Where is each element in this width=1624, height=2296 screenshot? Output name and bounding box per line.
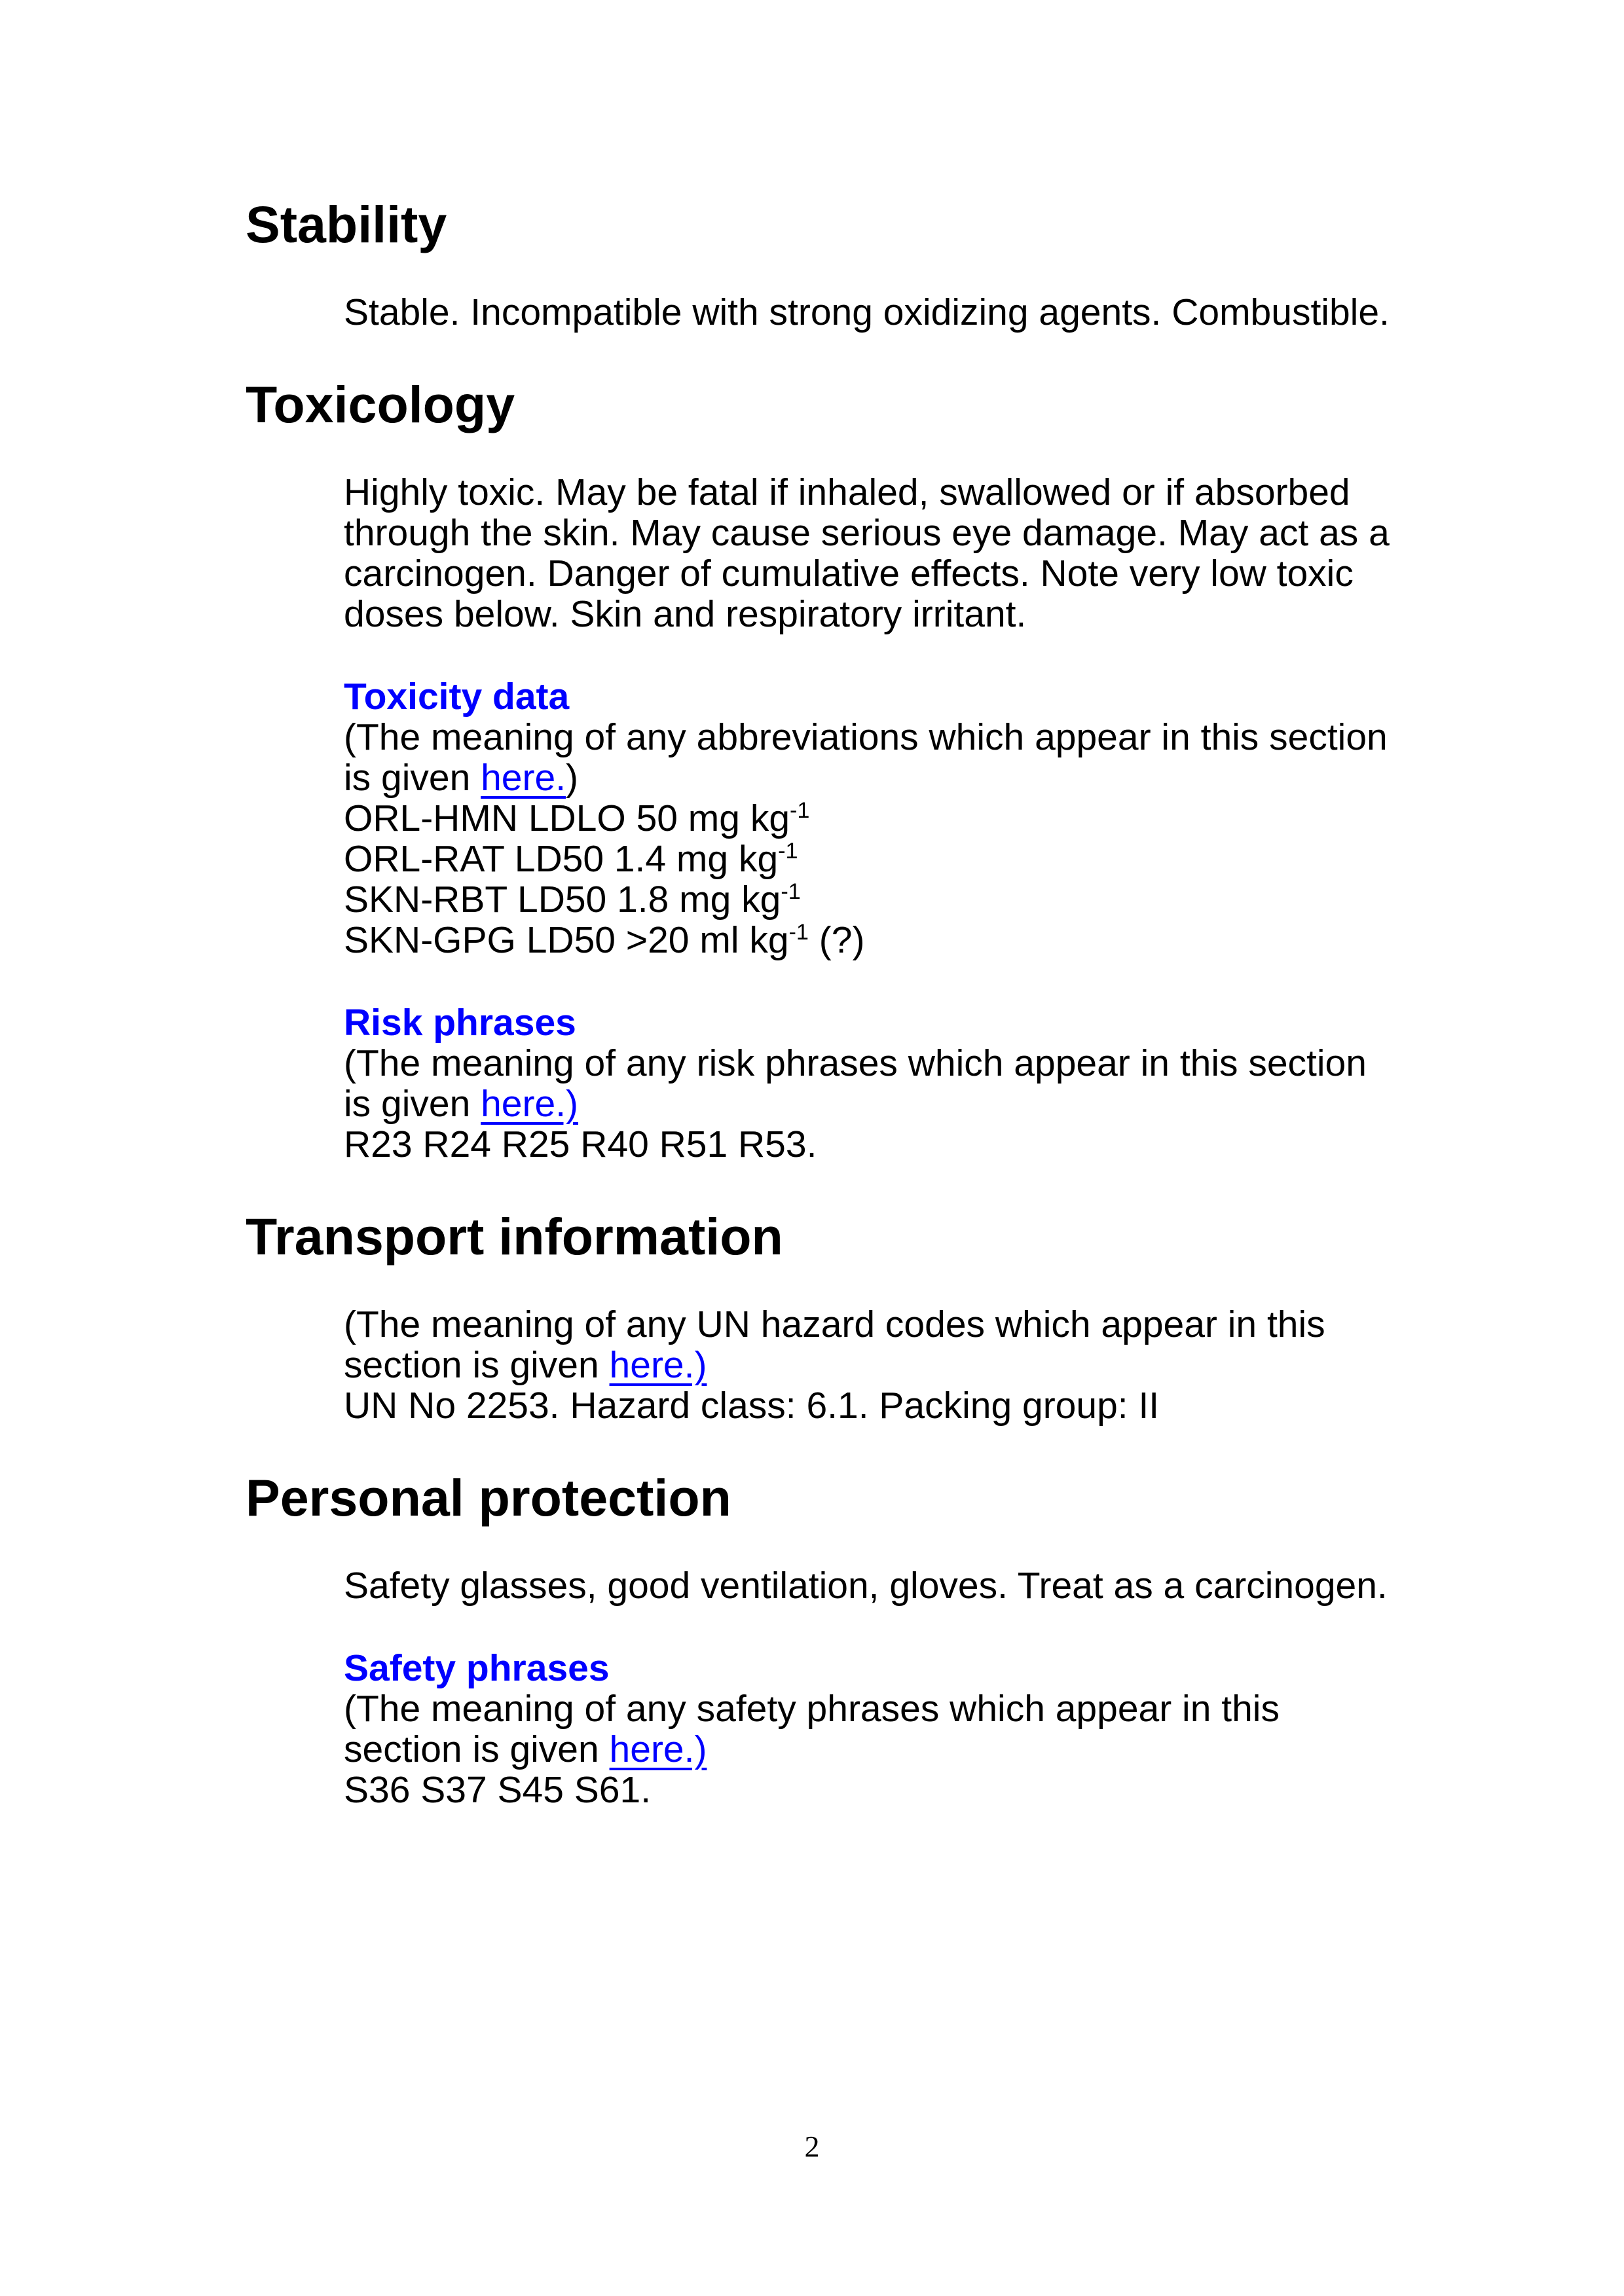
toxicity-entry-text: SKN-RBT LD50 1.8 mg kg <box>344 879 781 920</box>
un-hazard-codes-here-link[interactable]: here.) <box>609 1344 707 1386</box>
safety-note-line2-pre: section is given <box>344 1728 610 1770</box>
toxicology-intro-line: Highly toxic. May be fatal if inhaled, swallowed or if absorbed <box>344 471 1350 513</box>
risk-note-line1: (The meaning of any risk phrases which appear in this section <box>344 1042 1367 1084</box>
safety-phrases-here-link[interactable]: here.) <box>609 1728 707 1770</box>
toxicity-data-block <box>344 676 1434 960</box>
toxicity-entry <box>344 879 1434 920</box>
transport-note-line2 <box>344 1345 1434 1385</box>
toxicity-entry-superscript: -1 <box>788 920 809 945</box>
section-heading-transport: Transport information <box>246 1207 783 1266</box>
transport-note-line1: (The meaning of any UN hazard codes which appear in this <box>344 1303 1325 1345</box>
toxicology-intro-line: carcinogen. Danger of cumulative effects. Note very low toxic <box>344 553 1354 594</box>
subheading-toxicity-data: Toxicity data <box>344 676 570 718</box>
toxicity-entry-tail: (?) <box>808 919 865 961</box>
toxicity-entry <box>344 920 1434 960</box>
subheading-risk-phrases: Risk phrases <box>344 1002 576 1044</box>
risk-note-line2 <box>344 1084 1434 1124</box>
transport-block <box>344 1304 1434 1426</box>
toxicity-note-line2-pre: is given <box>344 757 481 799</box>
transport-note-line2-pre: section is given <box>344 1344 610 1386</box>
section-heading-stability: Stability <box>246 195 447 253</box>
toxicology-intro-block <box>344 472 1434 634</box>
page-number: 2 <box>804 2130 820 2163</box>
toxicity-note-line1: (The meaning of any abbreviations which appear in this section <box>344 716 1388 758</box>
stability-body-text: Stable. Incompatible with strong oxidizing agents. Combustible. <box>344 291 1390 333</box>
toxicity-entry-text: SKN-GPG LD50 >20 ml kg <box>344 919 789 961</box>
personal-protection-body-text: Safety glasses, good ventilation, gloves. Treat as a carcinogen. <box>344 1565 1388 1607</box>
risk-phrases-block <box>344 1002 1434 1165</box>
personal-protection-body-block <box>344 1565 1434 1606</box>
stability-body-block <box>344 292 1434 333</box>
safety-note-line2 <box>344 1729 1434 1770</box>
toxicity-entry <box>344 839 1434 879</box>
toxicity-entry-text: ORL-HMN LDLO 50 mg kg <box>344 797 790 839</box>
toxicity-entry-superscript: -1 <box>790 798 810 823</box>
section-heading-toxicology: Toxicology <box>246 375 515 433</box>
risk-phrases-here-link[interactable]: here.) <box>481 1083 579 1125</box>
section-heading-personal-protection: Personal protection <box>246 1468 731 1527</box>
toxicity-entry-superscript: -1 <box>781 879 801 904</box>
toxicity-note-line2-post: ) <box>566 757 579 799</box>
risk-note-line2-pre: is given <box>344 1083 481 1125</box>
toxicology-intro-line: doses below. Skin and respiratory irritant. <box>344 593 1027 635</box>
toxicity-entry-text: ORL-RAT LD50 1.4 mg kg <box>344 838 779 880</box>
toxicity-entry <box>344 798 1434 839</box>
safety-phrase-codes: S36 S37 S45 S61. <box>344 1769 652 1811</box>
abbreviations-here-link[interactable]: here. <box>481 757 566 799</box>
safety-phrases-block <box>344 1648 1434 1810</box>
toxicology-intro-line: through the skin. May cause serious eye damage. May act as a <box>344 512 1390 554</box>
risk-phrase-codes: R23 R24 R25 R40 R51 R53. <box>344 1123 817 1165</box>
transport-details: UN No 2253. Hazard class: 6.1. Packing group: II <box>344 1385 1160 1427</box>
safety-note-line1: (The meaning of any safety phrases which appear in this <box>344 1688 1280 1730</box>
toxicity-note-line2 <box>344 757 1434 798</box>
subheading-safety-phrases: Safety phrases <box>344 1647 610 1689</box>
toxicity-entry-superscript: -1 <box>778 839 798 864</box>
